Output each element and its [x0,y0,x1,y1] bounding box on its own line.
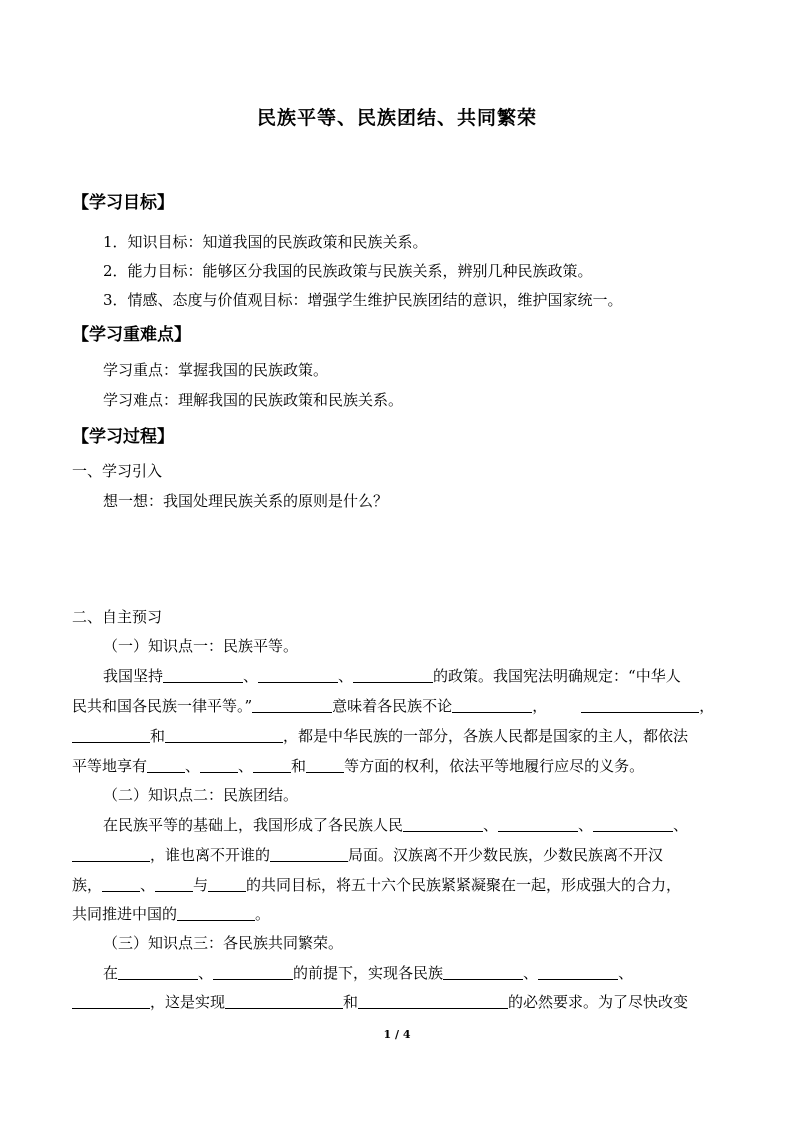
fill-blank[interactable] [72,845,150,862]
fill-blank[interactable] [593,815,673,832]
fill-blank[interactable] [538,963,618,980]
goal-item: 2．能力目标：能够区分我国的民族政策与民族关系，辨别几种民族政策。 [103,262,593,280]
k2-line: 在民族平等的基础上，我国形成了各民族人民 、 、 、 [103,816,689,834]
fill-blank[interactable] [147,756,185,773]
fill-blank[interactable] [72,726,150,743]
part1-question: 想一想：我国处理民族关系的原则是什么？ [103,492,389,510]
fill-blank[interactable] [270,845,348,862]
section-heading-goals: 【学习目标】 [72,193,174,213]
fill-blank[interactable] [213,963,293,980]
k3-line: ，这是实现 和 的必然要求。为了尽快改变 [72,992,688,1012]
fill-blank[interactable] [358,992,508,1009]
fill-blank[interactable] [443,963,523,980]
part1-heading: 一、学习引入 [72,462,163,480]
fill-blank[interactable] [306,756,344,773]
fill-blank[interactable] [72,992,150,1009]
fill-blank[interactable] [155,875,193,892]
keypoint-item: 学习重点：掌握我国的民族政策。 [103,361,329,379]
fill-blank[interactable] [258,666,338,683]
fill-blank[interactable] [208,875,246,892]
k2-line: ，谁也离不开谁的 局面。汉族离不开少数民族，少数民族离不开汉 [72,845,663,865]
k1-line: 平等地享有 、 、 和 等方面的权利，依法平等地履行应尽的义务。 [72,757,645,775]
k1-line: 民共和国各民族一律平等。” 意味着各民族不论 ， ， [72,697,715,715]
keypoint-item: 学习难点：理解我国的民族政策和民族关系。 [103,391,404,409]
fill-blank[interactable] [253,756,291,773]
goal-item: 1．知识目标：知道我国的民族政策和民族关系。 [103,233,428,251]
fill-blank[interactable] [498,815,578,832]
fill-blank[interactable] [252,696,332,713]
k1-line: 和 ，都是中华民族的一部分，各族人民都是国家的主人，都依法 [72,726,688,746]
document-title: 民族平等、民族团结、共同繁荣 [256,107,537,129]
k2-line: 族， 、 与 的共同目标，将五十六个民族紧紧凝聚在一起，形成强大的合力， [72,876,682,894]
fill-blank[interactable] [200,756,238,773]
k3-heading: （三）知识点三：各民族共同繁荣。 [103,934,344,952]
part2-heading: 二、自主预习 [72,608,163,626]
fill-blank[interactable] [581,696,699,713]
k2-heading: （二）知识点二：民族团结。 [103,786,299,804]
fill-blank[interactable] [163,666,243,683]
fill-blank[interactable] [353,666,433,683]
fill-blank[interactable] [452,696,532,713]
section-heading-keypoints: 【学习重难点】 [72,325,191,345]
fill-blank[interactable] [102,875,140,892]
k1-line: 我国坚持 、 、 的政策。我国宪法明确规定：“中华人 [103,667,681,685]
section-heading-process: 【学习过程】 [72,427,174,447]
fill-blank[interactable] [165,726,283,743]
page-number: 1 / 4 [383,1028,411,1041]
k3-line: 在 、 的前提下，实现各民族 、 、 [103,964,634,982]
fill-blank[interactable] [177,904,255,921]
k2-line: 共同推进中国的 。 [72,905,271,923]
fill-blank[interactable] [403,815,483,832]
fill-blank[interactable] [118,963,198,980]
fill-blank[interactable] [225,992,343,1009]
goal-item: 3．情感、态度与价值观目标：增强学生维护民族团结的意识，维护国家统一。 [103,291,623,309]
k1-heading: （一）知识点一：民族平等。 [103,637,299,655]
